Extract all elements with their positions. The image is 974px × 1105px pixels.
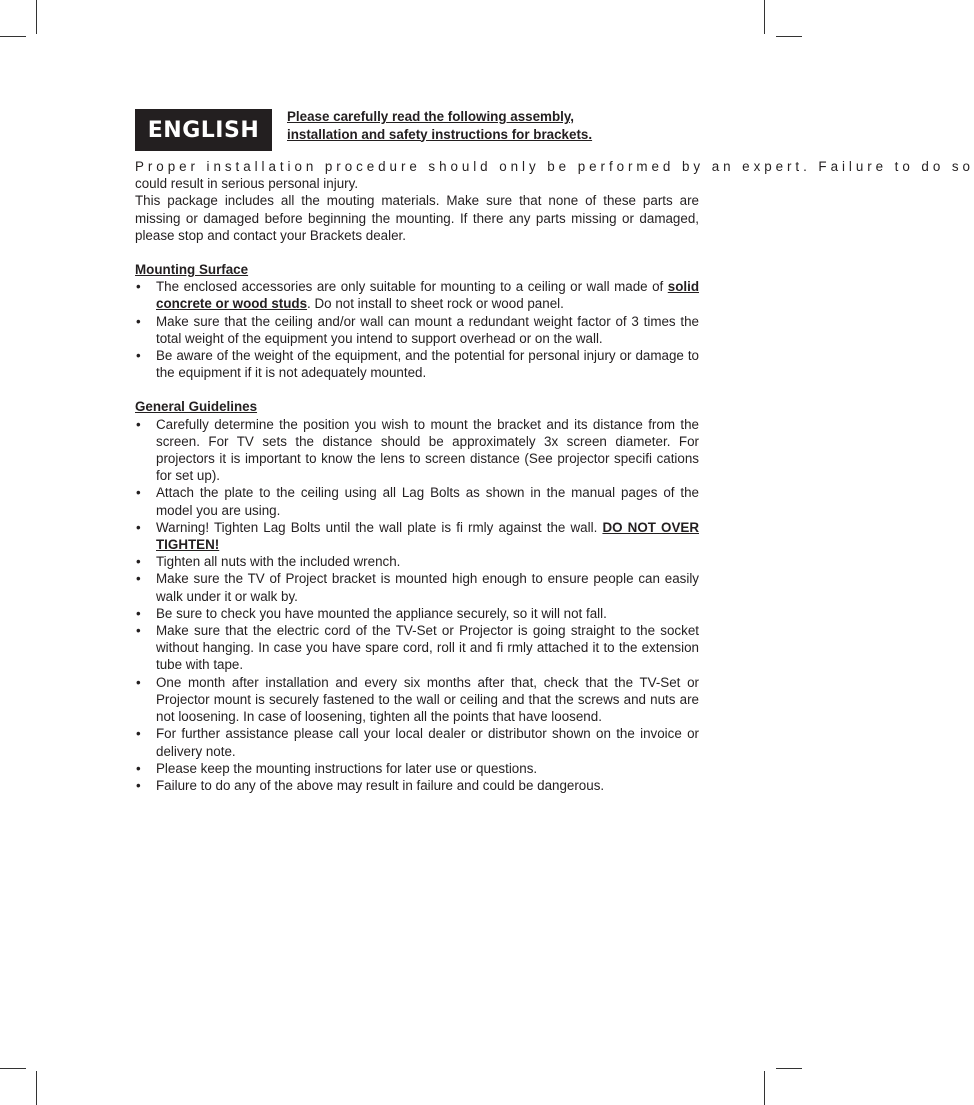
list-item-text: Carefully determine the position you wish to mount the bracket and its distance from the screen. For TV sets the distance should be approximately 3x screen diameter. For projectors it is important to know the lens to screen distance (See projector specifi cations for set up).	[156, 416, 699, 484]
list-item-text: Please keep the mounting instructions for later use or questions.	[156, 760, 538, 776]
list-item	[135, 622, 699, 674]
bullet-icon: •	[136, 777, 141, 793]
list-item-text: Warning! Tighten Lag Bolts until the wall plate is fi rmly against the wall.	[156, 519, 603, 535]
list-item	[135, 674, 699, 726]
intro-line-1: Proper installation procedure should only be performed by an expert. Failure to do so	[135, 159, 974, 174]
list-item	[135, 777, 699, 794]
list-item-text: The enclosed accessories are only suitable for mounting to a ceiling or wall made of	[156, 279, 668, 295]
section-title-general-guidelines: General Guidelines	[135, 399, 258, 415]
list-item-text: Failure to do any of the above may result in failure and could be dangerous.	[156, 777, 605, 793]
bullet-icon: •	[136, 760, 141, 776]
bullet-icon: •	[136, 623, 141, 639]
bullet-icon: •	[136, 348, 141, 364]
bullet-icon: •	[136, 726, 141, 742]
list-item-emphasis: solid concrete or wood studs	[156, 279, 699, 312]
page-heading	[287, 108, 617, 143]
list-item	[135, 416, 699, 485]
list-item	[135, 553, 699, 570]
list-item-emphasis: DO NOT OVER TIGHTEN!	[156, 519, 699, 553]
mounting-surface-list	[135, 278, 699, 381]
bullet-icon: •	[136, 416, 141, 432]
crop-mark	[0, 36, 26, 37]
list-item	[135, 278, 699, 312]
bullet-icon: •	[136, 605, 141, 621]
list-item-text: Make sure that the electric cord of the TV-Set or Projector is going straight to the socket without hanging. In case you have spare cord, roll it and fi rmly attached it to the extension tube with tape.	[156, 623, 699, 673]
list-item	[135, 484, 699, 518]
list-item	[135, 347, 699, 381]
bullet-icon: •	[136, 313, 141, 329]
crop-mark	[764, 1071, 765, 1105]
list-item-text: Make sure that the ceiling and/or wall can mount a redundant weight factor of 3 times the total weight of the equipment you intend to support overhead or on the wall.	[156, 313, 699, 346]
heading-line-1: Please carefully read the following assembly,	[287, 109, 575, 124]
list-item-text: One month after installation and every six months after that, check that the TV-Set or Projector mount is securely fastened to the wall or ceiling and that the screws and nuts are not loosening. In case of loosening, tighten all the points that have loosend.	[156, 674, 699, 725]
list-item	[135, 570, 699, 604]
bullet-icon: •	[136, 279, 141, 295]
list-item	[135, 605, 699, 622]
list-item-text: Make sure the TV of Project bracket is mounted high enough to ensure people can easily walk under it or walk by.	[156, 571, 699, 604]
list-item-text: For further assistance please call your local dealer or distributor shown on the invoice or delivery note.	[156, 726, 699, 759]
bullet-icon: •	[136, 554, 141, 570]
crop-mark	[36, 0, 37, 34]
crop-mark	[764, 0, 765, 34]
crop-mark	[0, 1068, 26, 1069]
crop-mark	[776, 36, 802, 37]
bullet-icon: •	[136, 519, 141, 535]
crop-mark	[776, 1068, 802, 1069]
bullet-icon: •	[136, 674, 141, 690]
list-item	[135, 760, 699, 777]
bullet-icon: •	[136, 571, 141, 587]
list-item	[135, 725, 699, 759]
language-badge: ENGLISH	[135, 109, 272, 151]
document-body	[135, 158, 974, 794]
crop-mark	[36, 1071, 37, 1105]
intro-paragraph: This package includes all the mouting materials. Make sure that none of these parts are missing or damaged before beginning the mounting. If there any parts missing or damaged, please stop and contact your Brackets dealer.	[135, 193, 699, 243]
bullet-icon: •	[136, 485, 141, 501]
list-item	[135, 313, 699, 347]
section-title-mounting-surface: Mounting Surface	[135, 262, 249, 278]
general-guidelines-list	[135, 416, 699, 794]
list-item-text: Attach the plate to the ceiling using all Lag Bolts as shown in the manual pages of the model you are using.	[156, 485, 699, 518]
list-item-text: . Do not install to sheet rock or wood panel.	[307, 296, 564, 312]
list-item	[135, 519, 699, 553]
list-item-text: Be sure to check you have mounted the appliance securely, so it will not fall.	[156, 605, 607, 621]
heading-line-2: installation and safety instructions for brackets.	[287, 126, 593, 142]
intro-line-2: could result in serious personal injury.	[135, 176, 359, 192]
list-item-text: Be aware of the weight of the equipment, and the potential for personal injury or damage to the equipment if it is not adequately mounted.	[156, 348, 699, 381]
list-item-text: Tighten all nuts with the included wrench.	[156, 554, 401, 570]
